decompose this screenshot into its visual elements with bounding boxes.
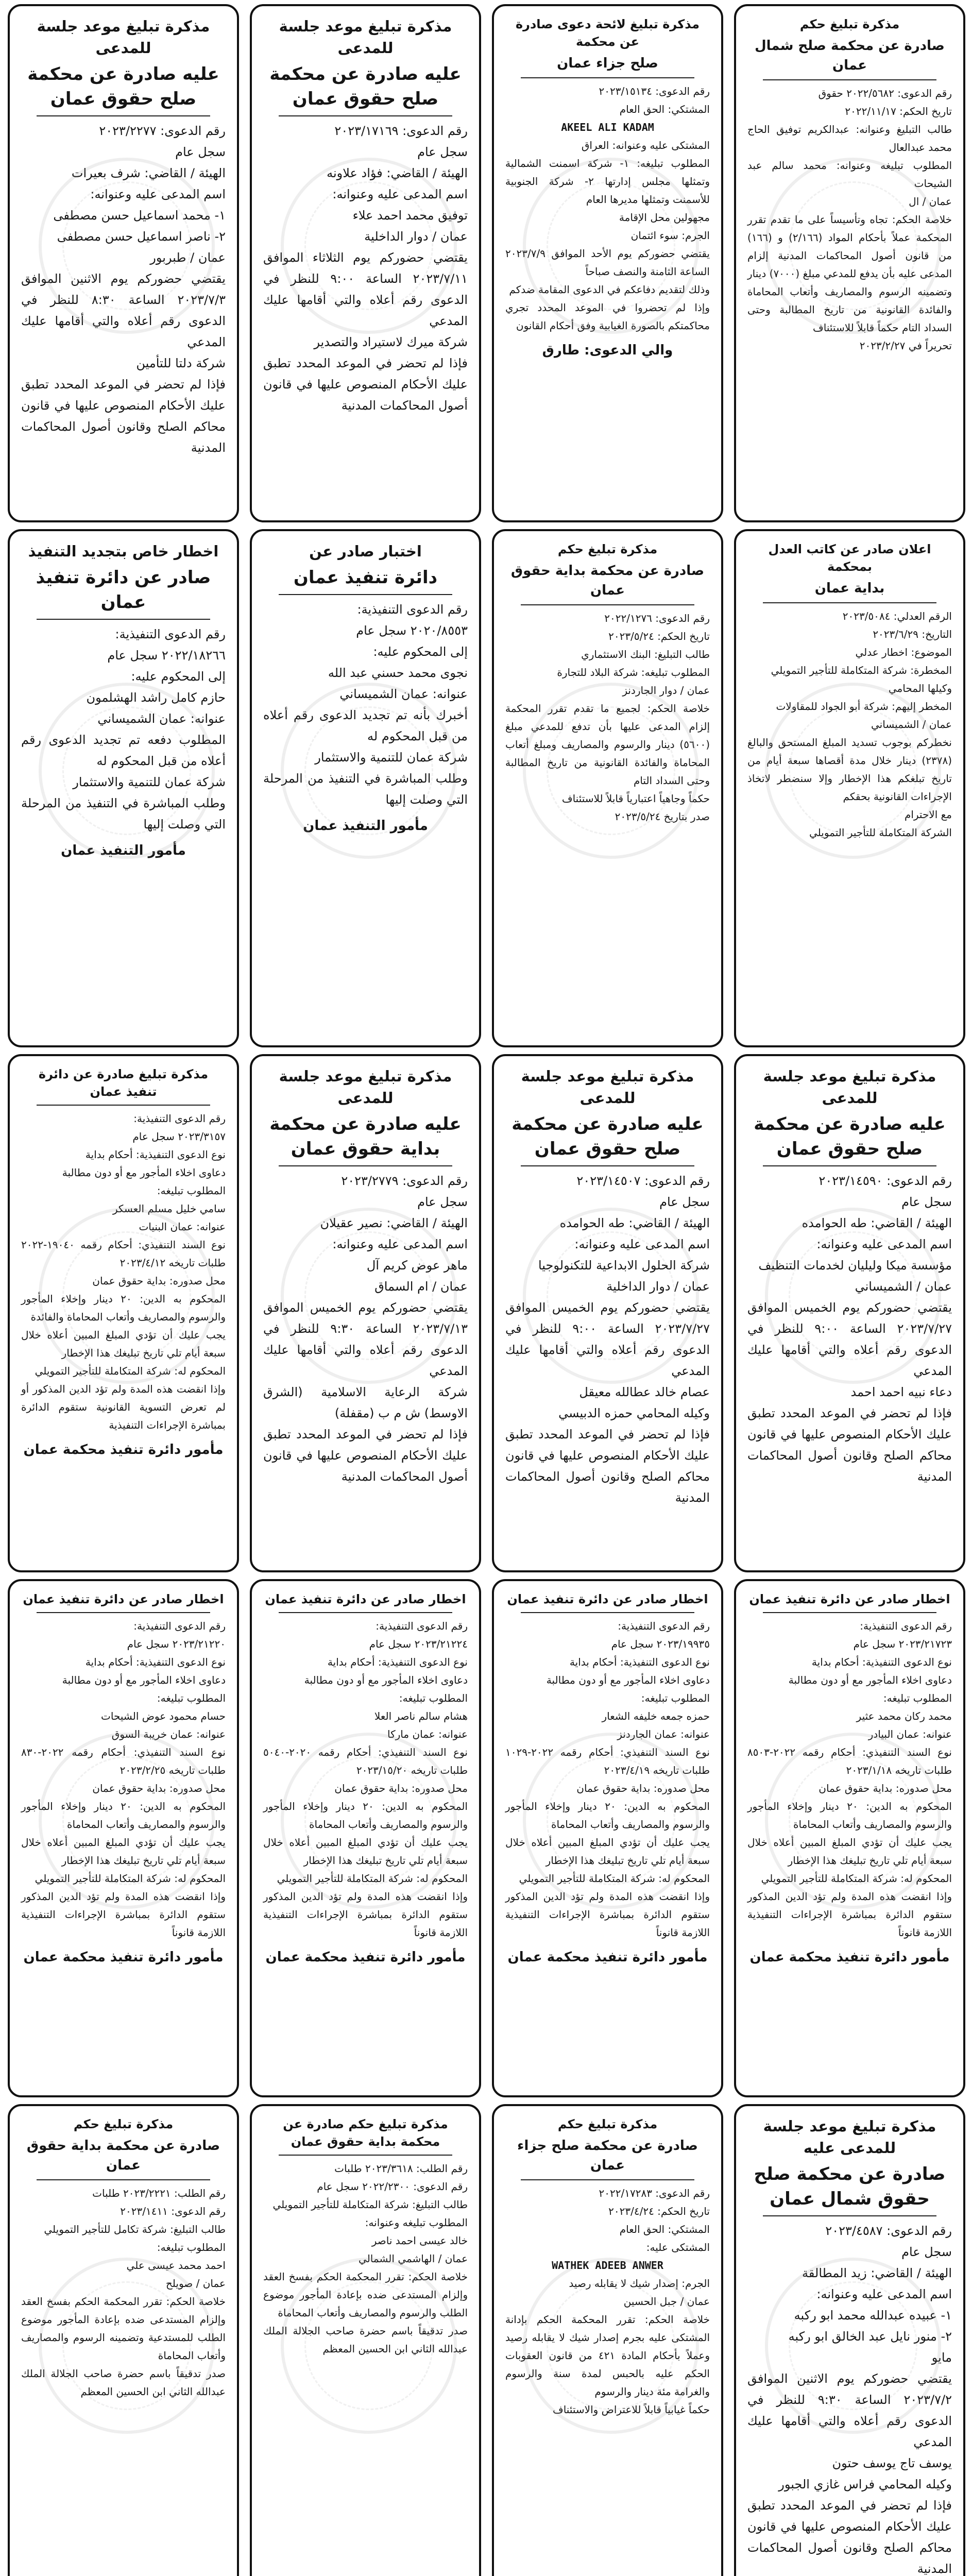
notice-line: عنوانه: عمان الشميساني [339,687,468,701]
notice-line: رقم الدعوى: ٢٠٢٢/١٧٢٨٣ [599,2187,710,2199]
notice-line: فإذا لم تحضر في الموعد المحدد تطبق عليك الأحكام المنصوص عليها في قانون محاكم الصلح وقانون أصول المحاكمات المدنية [21,377,226,455]
notice-line: المخطرة: شركة المتكاملة للتأجير التمويلي [771,664,952,676]
notice-line: يجب عليك أن تؤدي المبلغ المبين أعلاه خلال سبعة أيام تلي تاريخ تبليغك هذا الإخطار [505,1836,710,1867]
notice-line: الهيئة / القاضي: زيد المطالقة [802,2266,952,2280]
divider [521,1165,694,1166]
notice-line: رقم الطلب: ٢٠٢٣/٢٢٢١ طلبات [92,2187,226,2199]
notice-line: يقتضي حضوركم يوم الأحد الموافق ٢٠٢٣/٧/٩ الساعة الثامنة والنصف صباحاً [505,247,710,278]
divider [37,115,210,116]
notice-line: المطلوب تبليغه: شركة البلاد للتجارة [557,666,710,679]
notice-line: سامي خليل مسلم العسكر [112,1202,226,1215]
notice-line: رقم الدعوى التنفيذية: [618,1620,710,1632]
notice-line: دعاوى اخلاء المأجور مع أو دون مطالبة [304,1674,468,1686]
notice-line: يقتضي حضوركم يوم الخميس الموافق ٢٠٢٣/٧/١٣ الساعة ٩:٣٠ للنظر في الدعوى رقم أعلاه والتي أقامها عليك المدعي [263,1300,468,1378]
notice-card [492,1054,723,1572]
notice-line: AKEEL ALI KADAM [561,121,654,133]
divider [279,115,452,116]
notice-line: الهيئة / القاضي: فؤاد علاونه [327,166,468,180]
notice-subheading: عليه صادرة عن محكمة صلح حقوق عمان [269,64,462,109]
notice-line: يجب عليك أن تؤدي المبلغ المبين أعلاه خلال سبعة أيام تلي تاريخ تبليغك هذا الإخطار [21,1329,226,1359]
notice-line: عمان / جبل الحسين [623,2295,710,2308]
notice-line: رقم الدعوى: ٢٠٢٣/١٤٥٩٠ [818,1174,952,1188]
notice-line: ٢٠٢٢/١٨٢٦٦ سجل عام [107,648,226,663]
notice-line: المحكوم به الدين: ٢٠ دينار وإخلاء المأجور والرسوم والمصاريف وأتعاب المحاماة والفائدة [21,1293,226,1323]
notice-heading: مذكرة تبليغ حكم [557,542,658,556]
notice-line: المشتكي: الحق العام [619,103,710,115]
divider [763,1165,936,1166]
notice-heading: اختبار صادر عن [309,543,422,560]
notice-line: حازم كامل راشد الهشلمون [86,690,226,705]
notice-line: وإذا لم تحضروا في الموعد المحدد تجري محاكمتكم بالصورة الغيابية وفق أحكام القانون [505,301,710,332]
notice-line: المطلوب تبليغه: [399,1692,468,1704]
notice-line: شركة عمان للتنمية والاستثمار [315,750,468,765]
notice-line: طالب التبليغ: البنك الاستثماري [581,648,710,660]
notice-line: ماهر عوض كريم آل [366,1258,468,1273]
notice-subheading: عليه صادرة عن محكمة صلح حقوق عمان [511,1114,704,1159]
notice-heading: مذكرة تبليغ حكم صادرة عن محكمة بداية حقوق عمان [283,2117,448,2149]
notice-subheading: صادرة عن محكمة بداية حقوق عمان [26,2138,220,2173]
notice-line: يقتضي حضوركم يوم الاثنين الموافق ٢٠٢٣/٧/٣ الساعة ٨:٣٠ للنظر في الدعوى رقم أعلاه والتي أقامها عليك المدعي [21,272,226,349]
notice-line: التاريخ: ٢٠٢٣/٦/٢٩ [873,628,952,640]
notice-line: إلى المحكوم عليه: [373,645,468,659]
notice-line: ٢٠٢٣/٢١٧٢٣ سجل عام [853,1638,952,1650]
divider [521,1612,694,1613]
divider [521,77,694,78]
notice-line: صدر بتاريخ ٢٠٢٣/٥/٢٤ [615,810,710,823]
notice-heading: اخطار صادر عن دائرة تنفيذ عمان [749,1592,950,1606]
notice-line: فإذا لم تحضر في الموعد المحدد تطبق عليك الأحكام المنصوص عليها في قانون محاكم الصلح وقانون أصول المحاكمات المدنية [747,2498,952,2576]
notice-line: إلى المحكوم عليه: [131,669,226,684]
notice-card [8,1054,239,1572]
notice-line: دعاوى اخلاء المأجور مع أو دون مطالبة [62,1674,226,1686]
notice-line: ٢٠٢٣/٢١٢٢٤ سجل عام [369,1638,468,1650]
notice-line: عمان / دوار الداخلية [606,1279,710,1294]
notice-line: سجل عام [659,1195,710,1209]
notice-line: حكماً وجاهياً اعتبارياً قابلاً للاستئناف [561,792,710,805]
notice-line: المحكوم له: شركة المتكاملة للتأجير التمويلي [761,1872,952,1885]
notice-line: المشتكي: الحق العام [619,2223,710,2235]
notice-line: تاريخ الحكم: ٢٠٢٣/٥/٢٤ [608,630,710,642]
notice-line: تاريخ الحكم: ٢٠٢٢/١١/١٧ [845,105,952,117]
notice-card [250,1054,481,1572]
notice-line: اسم المدعى عليه وعنوانه: [90,187,226,201]
notice-line: حسام محمود عوض الشيحات [101,1710,226,1722]
notice-line: اسم المدعى عليه وعنوانه: [816,1237,952,1251]
notices-grid [7,4,965,2576]
notice-line: ٢- منور نايل عبد الخالق ابو ركبه [788,2329,952,2344]
notice-line: المطلوب تبليغه: [641,1692,710,1704]
notice-line: محمد ركان محمد عثير [856,1710,952,1722]
notice-line: محل صدوره: بداية حقوق عمان [334,1782,468,1794]
notice-line: المطلوب تبليغه وعنوانه: [365,2216,468,2229]
notice-line: احمد محمد عيسى علي [126,2259,226,2272]
notice-line: شركة عمان للتنمية والاستثمار [73,775,226,789]
notice-signature: مأمور دائرة تنفيذ محكمة عمان [23,1442,224,1458]
notice-line: صدر تدقيقاً باسم حضرة صاحب الجلالة الملك عبدالله الثاني ابن الحسين المعظم [21,2367,226,2398]
notice-line: شركة الحلول الابداعية للتكنولوجيا [538,1258,710,1273]
notice-line: يقتضي حضوركم يوم الثلاثاء الموافق ٢٠٢٣/٧/١١ الساعة ٩:٠٠ للنظر في الدعوى رقم أعلاه والتي أقامها عليك المدعي [263,250,468,328]
notice-line: وطلب المباشرة في التنفيذ من المرحلة التي وصلت إليها [21,796,226,832]
notice-card [734,529,965,1047]
notice-subheading: صادرة عن محكمة صلح حقوق شمال عمان [754,2164,946,2209]
notice-heading: مذكرة تبليغ موعد جلسة للمدعى عليه [763,2117,936,2157]
notice-line: المطلوب تبليغه: ١- شركة اسمنت الشمالية وتمثلها مجلس إدارتها ٢- شركة الجنوبية للأسمنت وتمثلها مديرها العام [505,157,710,206]
notice-line: يوسف تاج يوسف حتون [832,2456,952,2470]
notice-line: رقم الدعوى: ٢٠٢٣/١٥١٣٤ [599,85,710,97]
notice-line: سجل عام [417,145,468,159]
notice-signature: مأمور دائرة تنفيذ محكمة عمان [507,1950,708,1965]
notice-line: عنوانه: عمان الشميساني [97,711,226,726]
notice-line: حمزه جمعه خليفه الشعار [602,1710,710,1722]
notice-card [734,1054,965,1572]
divider [521,604,694,605]
notice-line: عنوانه: عمان الجاردنز [617,1728,710,1740]
notice-card [250,2104,481,2576]
notice-signature: مأمور التنفيذ عمان [61,843,186,858]
notice-line: رقم الدعوى التنفيذية: [357,602,468,617]
notice-line: المطلوب تبليغه: [157,1692,226,1704]
notice-card [492,2104,723,2576]
notice-line: طالب التبليغ وعنوانه: عبدالكريم توفيق الحاج محمد عبدالعال [747,123,952,154]
notice-line: يقتضي حضوركم يوم الخميس الموافق ٢٠٢٣/٧/٢٧ الساعة ٩:٠٠ للنظر في الدعوى رقم أعلاه والتي أقامها عليك المدعي [505,1300,710,1378]
notice-line: وطلب المباشرة في التنفيذ من المرحلة التي وصلت إليها [263,771,468,807]
notice-line: ٢٠٢٣/٢١٢٢٠ سجل عام [127,1638,226,1650]
notice-line: رقم الدعوى: ٢٠٢٣/٢٧٧٩ [341,1174,468,1188]
divider [37,619,210,620]
notice-line: طالب التبليغ: شركة تكامل للتأجير التمويلي [44,2223,226,2235]
notice-line: يجب عليك أن تؤدي المبلغ المبين أعلاه خلال سبعة أيام تلي تاريخ تبليغك هذا الإخطار [747,1836,952,1867]
notice-line: مايو [931,2350,952,2365]
notice-line: المحكوم به الدين: ٢٠ دينار وإخلاء المأجور والرسوم والمصاريف وأتعاب المحاماة [21,1800,226,1831]
notice-line: محل صدوره: بداية حقوق عمان [92,1275,226,1287]
notice-line: شركة دلتا للتأمين [136,356,226,370]
notice-line: رقم الطلب: ٢٠٢٣/٣٦١٨ طلبات [334,2162,468,2175]
notice-line: المشتكى عليه وعنوانه: العراق [581,139,710,151]
notice-line: دعاوى اخلاء المأجور مع أو دون مطالبة [62,1166,226,1179]
notice-line: رقم الدعوى: ٢٠٢٣/١٤٥٠٧ [576,1174,710,1188]
notice-card [250,4,481,522]
notice-line: عنوانه: عمان ماركا [387,1728,468,1740]
notice-line: طالب التبليغ: شركة المتكاملة للتأجير التمويلي [272,2198,468,2211]
notice-line: يجب عليك أن تؤدي المبلغ المبين أعلاه خلال سبعة أيام تلي تاريخ تبليغك هذا الإخطار [21,1836,226,1867]
notice-line: هشام سالم ناصر العلا [374,1710,468,1722]
notice-line: عمان / ال [909,195,952,208]
notice-line: الهيئة / القاضي: شرف بعيرات [71,166,226,180]
notice-line: اسم المدعى عليه وعنوانه: [332,187,468,201]
notice-line: شركة ميرك لاستيراد والتصدير [314,335,468,349]
notice-line: المحكوم له: شركة المتكاملة للتأجير التمويلي [277,1872,468,1885]
notice-line: محل صدوره: بداية حقوق عمان [818,1782,952,1794]
notice-heading: مذكرة تبليغ صادرة عن دائرة تنفيذ عمان [38,1067,209,1099]
notice-line: اسم المدعى عليه وعنوانه: [816,2287,952,2301]
notice-heading: مذكرة تبليغ حكم [557,2117,658,2131]
notice-line: الجرم: إصدار شيك لا يقابله رصيد [569,2277,710,2290]
notice-subheading: صادرة عن محكمة صلح شمال عمان [755,38,945,73]
notice-line: صدر تدقيقاً باسم حضرة صاحب الجلالة الملك عبدالله الثاني ابن الحسين المعظم [263,2325,468,2355]
notice-line: وإذا انقضت هذه المدة ولم تؤد الدين المذكور ستقوم الدائرة بمباشرة الإجراءات التنفيذية اللازمة قانوناً [505,1890,710,1939]
notice-line: رقم الدعوى: ٢٠٢٣/١٧١٦٩ [334,124,468,138]
notice-line: رقم الدعوى: ٢٠٢٢/١٢٧٦ [604,612,710,624]
notice-line: عمان / الشميساني [871,718,952,731]
notice-line: وإذا انقضت هذه المدة ولم تؤد الدين المذكور ستقوم الدائرة بمباشرة الإجراءات التنفيذية اللازمة قانوناً [747,1890,952,1939]
notice-line: فإذا لم تحضر في الموعد المحدد تطبق عليك الأحكام المنصوص عليها في قانون محاكم الصلح وقانون أصول المحاكمات المدنية [747,1406,952,1484]
notice-heading: اخطار صادر عن دائرة تنفيذ عمان [265,1592,466,1606]
notice-card [8,1579,239,2097]
notice-line: المحكوم له: شركة المتكاملة للتأجير التمويلي [35,1365,226,1377]
notice-line: رقم الدعوى: ٢٠٢٣/٢٢٧٧ [99,124,226,138]
divider [37,1612,210,1613]
notice-line: المحكوم له: شركة المتكاملة للتأجير التمويلي [35,1872,226,1885]
notice-line: سجل عام [901,1195,952,1209]
notice-line: رقم الدعوى: ٢٠٢٣/١٤١١ [120,2205,226,2217]
notice-heading: اخطار صادر عن دائرة تنفيذ عمان [507,1592,708,1606]
notice-line: المحكوم له: شركة المتكاملة للتأجير التمويلي [519,1872,710,1885]
notice-line: خلاصة الحكم: تقرر المحكمة الحكم بإدانة المشتكى عليه بجرم إصدار شيك لا يقابله رصيد وعملاً بأحكام المادة ٤٢١ من قانون العقوبات الحكم عليه بالحبس لمدة سنة والرسوم والغرامة مئة دينار والرسوم [505,2313,710,2398]
notice-heading: مذكرة تبليغ موعد جلسة للمدعى [279,18,452,57]
notice-line: رقم الدعوى التنفيذية: [133,1112,226,1125]
notice-heading: اعلان صادر عن كاتب العدل بمحكمة [768,542,931,574]
notice-line: وكيله المحامي حمزه الدبيسي [558,1406,710,1420]
notice-line: عمان / دوار الداخلية [364,229,468,244]
notice-line: يجب عليك أن تؤدي المبلغ المبين أعلاه خلال سبعة أيام تلي تاريخ تبليغك هذا الإخطار [263,1836,468,1867]
notice-subheading: عليه صادرة عن محكمة صلح حقوق عمان [754,1114,946,1159]
notice-line: محل صدوره: بداية حقوق عمان [92,1782,226,1794]
notice-card [250,1579,481,2097]
notice-line: رقم الدعوى التنفيذية: [376,1620,468,1632]
notice-signature: والي الدعوى: طارق [542,343,673,358]
notice-line: خالد عيسى احمد ناصر [371,2234,468,2247]
notice-line: وإذا انقضت هذه المدة ولم تؤد الدين المذكور ستقوم الدائرة بمباشرة الإجراءات التنفيذية اللازمة قانوناً [21,1890,226,1939]
notice-line: دعاوى اخلاء المأجور مع أو دون مطالبة [788,1674,952,1686]
notice-line: فإذا لم تحضر في الموعد المحدد تطبق عليك الأحكام المنصوص عليها في قانون أصول المحاكمات المدنية [263,356,468,413]
notice-line: سجل عام [417,1195,468,1209]
notice-subheading: صلح جزاء عمان [557,56,658,71]
notice-line: المطلوب تبليغه: [883,1692,952,1704]
notice-line: نوع السند التنفيذي: أحكام رقمه ٢٠٢٠-٥٠٤٠ طلبات تاريخه ٢٠٢٣/١٥/٢٠ [263,1746,468,1776]
notice-heading: مذكرة تبليغ موعد جلسة للمدعى [763,1067,936,1107]
notice-line: وذلك لتقديم دفاعكم في الدعوى المقامة ضدكم [509,283,710,296]
notice-heading: مذكرة تبليغ موعد جلسة للمدعى [279,1067,452,1107]
notice-heading: اخطار خاص بتجديد التنفيذ [28,543,219,560]
notice-line: محل صدوره: بداية حقوق عمان [576,1782,710,1794]
notice-line: الهيئة / القاضي: طه الحوامده [802,1216,952,1230]
notice-subheading: صادرة عن محكمة بداية حقوق عمان [510,563,705,598]
notice-line: دعاء نبيه احمد احمد [850,1385,952,1399]
notice-line: المحكوم به الدين: ٢٠ دينار وإخلاء المأجور والرسوم والمصاريف وأتعاب المحاماة [747,1800,952,1831]
notice-subheading: عليه صادرة عن محكمة صلح حقوق عمان [27,64,219,109]
notice-line: نوع الدعوى التنفيذية: أحكام بداية [569,1656,710,1668]
notice-heading: اخطار صادر عن دائرة تنفيذ عمان [23,1592,224,1606]
divider [763,79,936,80]
notice-subheading: دائرة تنفيذ عمان [293,567,438,588]
notice-subheading: عليه صادرة عن محكمة بداية حقوق عمان [269,1114,462,1159]
notice-card [492,4,723,522]
notice-line: توفيق محمد احمد علاء [352,208,468,223]
notice-signature: مأمور دائرة تنفيذ محكمة عمان [23,1950,224,1965]
notice-line: نخطركم بوجوب تسديد المبلغ المستحق والبالغ (٢٣٧٨) دينار خلال مدة أقصاها سبعة أيام من تاريخ تبلغكم هذا الإخطار وإلا سنضطر لاتخاذ الإجراءات القانونية بحقكم [747,736,952,803]
notice-line: سجل عام [901,2245,952,2259]
notice-line: خلاصة الحكم: لجميع ما تقدم تقرر المحكمة إلزام المدعى عليها بأن تدفع للمدعي مبلغ (٥٦٠٠) دينار والرسوم والمصاريف ومبلغ أتعاب المحاماة والفائدة القانونية من تاريخ المطالبة وحتى السداد التام [505,702,710,787]
notice-heading: مذكرة تبليغ موعد جلسة للمدعى [521,1067,694,1107]
notice-line: فإذا لم تحضر في الموعد المحدد تطبق عليك الأحكام المنصوص عليها في قانون أصول المحاكمات المدنية [263,1427,468,1484]
notice-line: رقم الدعوى: ٢٠٢٣/٤٥٨٧ [825,2224,952,2238]
notice-line: اسم المدعى عليه وعنوانه: [332,1237,468,1251]
notice-line: عنوانه: عمان خريبة السوق [111,1728,226,1740]
notice-card [492,1579,723,2097]
notice-card [8,529,239,1047]
notice-line: نوع الدعوى التنفيذية: أحكام بداية [85,1148,226,1161]
notice-line: نوع الدعوى التنفيذية: أحكام بداية [811,1656,952,1668]
notice-line: نوع السند التنفيذي: أحكام رقمه ١٩٠٤٠-٢٠٢٢ طلبات تاريخه ٢٠٢٣/٤/١٢ [21,1239,226,1269]
divider [279,1612,452,1613]
notice-subheading: صادرة عن محكمة صلح جزاء عمان [517,2138,698,2173]
notice-line: ١- محمد اسماعيل حسن مصطفى [53,208,226,223]
divider [763,602,936,603]
notice-line: وإذا انقضت هذه المدة ولم تؤد الدين المذكور ستقوم الدائرة بمباشرة الإجراءات التنفيذية اللازمة قانوناً [263,1890,468,1939]
notice-line: رقم الدعوى التنفيذية: [860,1620,952,1632]
notice-line: الشركة المتكاملة للتأجير التمويلي [809,826,952,839]
notice-line: نوع السند التنفيذي: أحكام رقمه ٢٠٢٢-٨٥٠٣ طلبات تاريخه ٢٠٢٣/١/١٨ [747,1746,952,1776]
notice-line: عمان / صويلح [165,2277,226,2290]
divider [763,2215,936,2216]
notice-line: ٢٠٢٣/٣١٥٧ سجل عام [132,1130,226,1143]
notice-card [734,1579,965,2097]
notice-card [734,2104,965,2576]
notice-subheading: بداية عمان [814,581,885,596]
notice-signature: مأمور دائرة تنفيذ محكمة عمان [749,1950,950,1965]
notice-line: مع الاحترام [904,808,952,821]
notice-line: عنوانه: عمان البيادر [868,1728,952,1740]
notice-line: دعاوى اخلاء المأجور مع أو دون مطالبة [546,1674,710,1686]
notice-line: الهيئة / القاضي: نصير عقيلان [320,1216,468,1230]
notice-heading: مذكرة تبليغ موعد جلسة للمدعى [37,18,210,57]
notice-line: عنوانه: عمان البنيات [139,1221,226,1233]
notice-line: يقتضي حضوركم يوم الاثنين الموافق ٢٠٢٣/٧/٢ الساعة ٩:٣٠ للنظر في الدعوى رقم أعلاه والتي أقامها عليك المدعي [747,2371,952,2449]
notice-line: أخبرك بأنه تم تجديد الدعوى رقم أعلاه من قبل المحكوم له [263,708,468,743]
notice-heading: مذكرة تبليغ حكم [799,17,900,31]
notice-line: ١- عبيده عبدالله محمد ابو ركبه [794,2308,952,2323]
divider [521,2179,694,2180]
notice-line: تاريخ الحكم: ٢٠٢٣/٤/٢٤ [608,2205,710,2217]
notice-line: نوع الدعوى التنفيذية: أحكام بداية [85,1656,226,1668]
divider [279,1165,452,1166]
notice-line: ٢- ناصر اسماعيل حسن مصطفى [57,229,226,244]
notice-card [250,529,481,1047]
notice-line: خلاصة الحكم: تقرر المحكمة الحكم بفسخ العقد وإلزام المستدعى ضده بإعادة المأجور موضوع الطلب والرسوم والمصاريف وأتعاب المحاماة [263,2270,468,2319]
notice-line: سجل عام [175,145,226,159]
notice-signature: مأمور دائرة تنفيذ محكمة عمان [265,1950,466,1965]
notice-line: المحكوم به الدين: ٢٠ دينار وإخلاء المأجور والرسوم والمصاريف وأتعاب المحاماة [505,1800,710,1831]
notice-line: المطلوب تبليغه وعنوانه: محمد سالم عبد الشيحات [747,159,952,190]
notice-line: عصام خالد عطالله معيقل [579,1385,710,1399]
notice-line: رقم الدعوى التنفيذية: [115,627,226,641]
notice-card [734,4,965,522]
notice-line: عمان / ام السماق [374,1279,468,1294]
notice-line: المشتكى عليه: [646,2241,710,2253]
notice-signature: مأمور التنفيذ عمان [303,818,428,834]
notice-line: الجرم: سوء ائتمان [630,229,710,242]
notice-line: المحكوم به الدين: ٢٠ دينار وإخلاء المأجور والرسوم والمصاريف وأتعاب المحاماة [263,1800,468,1831]
notice-line: شركة الرعاية الاسلامية (الشرق الاوسط) ش م ب (مقفلة) [263,1385,468,1420]
notice-heading: مذكرة تبليغ لائحة دعوى صادرة عن محكمة [516,17,700,49]
notice-card [8,4,239,522]
divider [279,594,452,595]
notice-line: ٢٠٢٣/١٩٩٣٥ سجل عام [611,1638,710,1650]
notice-line: يقتضي حضوركم يوم الخميس الموافق ٢٠٢٣/٧/٢٧ الساعة ٩:٠٠ للنظر في الدعوى رقم أعلاه والتي أقامها عليك المدعي [747,1300,952,1378]
notice-line: وكيلها المحامي [888,682,952,694]
notice-line: الرقم العدلي: ٢٠٢٣/٥٠٨٤ [842,610,952,622]
notice-line: الهيئة / القاضي: طه الحوامده [559,1216,710,1230]
notice-line: رقم الدعوى: ٢٠٢٢/٥٦٨٢ حقوق [818,87,952,99]
notice-line: عمان / دوار الجاردنز [622,684,710,697]
notice-line: خلاصة الحكم: تجاه وتأسيساً على ما تقدم تقرر المحكمة عملاً بأحكام المواد (٢/١٦٦) و (١٦٦) من قانون أصول المحاكمات المدنية إلزام المدعى عليه بأن يدفع للمدعي مبلغ (٧٠٠٠) دينار وتضمينه الرسوم والمصاريف وأتعاب المحاماة والفائدة القانونية من تاريخ المطالبة وحتى السداد التام حكماً قابلاً للاستئناف [747,213,952,334]
notice-line: حكماً غيابياً قابلاً للاعتراض والاستئناف [552,2403,710,2416]
notice-line: WATHEK ADEEB ANWER [552,2259,663,2272]
notice-line: نوع السند التنفيذي: أحكام رقمه ٢٠٢٢-١٠٢٩ طلبات تاريخه ٢٠٢٣/٤/١٩ [505,1746,710,1776]
divider [763,1612,936,1613]
divider [37,1105,210,1106]
notice-line: الموضوع: اخطار عدلي [855,646,952,658]
notice-line: رقم الدعوى: ٢٠٢٢/٢٣٠٠ سجل عام [317,2180,468,2193]
notice-line: ٢٠٢٠/٨٥٥٣ سجل عام [356,623,468,638]
notice-line: عمان / الشميساني [855,1279,952,1294]
divider [279,2155,452,2156]
notice-line: المطلوب تبليغه: [157,1184,226,1197]
notice-card [8,2104,239,2576]
divider [37,2179,210,2180]
notice-line: المخطر إليهم: شركة أبو الجواد للمقاولات [776,700,952,713]
notice-line: نجوى محمد حسني عبد الله [328,666,468,680]
notice-line: المطلوب تبليغه: [157,2241,226,2253]
notice-line: عمان / الهاشمي الشمالي [359,2252,468,2265]
notice-subheading: صادر عن دائرة تنفيذ عمان [36,567,211,613]
notice-line: فإذا لم تحضر في الموعد المحدد تطبق عليك الأحكام المنصوص عليها في قانون محاكم الصلح وقانون أصول المحاكمات المدنية [505,1427,710,1505]
notice-line: نوع السند التنفيذي: أحكام رقمه ٢٠٢٢-٨٣٠ طلبات تاريخه ٢٠٢٣/٢/٢٥ [21,1746,226,1776]
notice-heading: مذكرة تبليغ حكم [73,2117,174,2131]
notice-line: خلاصة الحكم: تقرر المحكمة الحكم بفسخ العقد وإلزام المستدعى ضده بإعادة المأجور موضوع الطلب للمستدعية وتضمينه الرسوم والمصاريف وأتعاب المحاماة [21,2295,226,2362]
notice-line: عمان / طبربور [150,250,226,265]
notice-line: وكيله المحامي فراس غازي الجبور [778,2477,952,2492]
newspaper-page [7,4,965,2576]
notice-line: تحريراً في ٢٠٢٣/٢/٢٧ [859,340,952,352]
notice-line: رقم الدعوى التنفيذية: [133,1620,226,1632]
notice-line: مؤسسة ميكا وليليان لخدمات التنظيف [758,1258,952,1273]
notice-line: مجهولين محل الإقامة [619,211,710,224]
notice-line: وإذا انقضت هذه المدة ولم تؤد الدين المذكور أو لم تعرض التسوية القانونية ستقوم الدائرة بمباشرة الإجراءات التنفيذية [21,1383,226,1431]
notice-card [492,529,723,1047]
notice-line: المطلوب دفعه تم تجديد الدعوى رقم أعلاه من قبل المحكوم له [21,733,226,768]
notice-line: اسم المدعى عليه وعنوانه: [574,1237,710,1251]
notice-line: نوع الدعوى التنفيذية: أحكام بداية [327,1656,468,1668]
